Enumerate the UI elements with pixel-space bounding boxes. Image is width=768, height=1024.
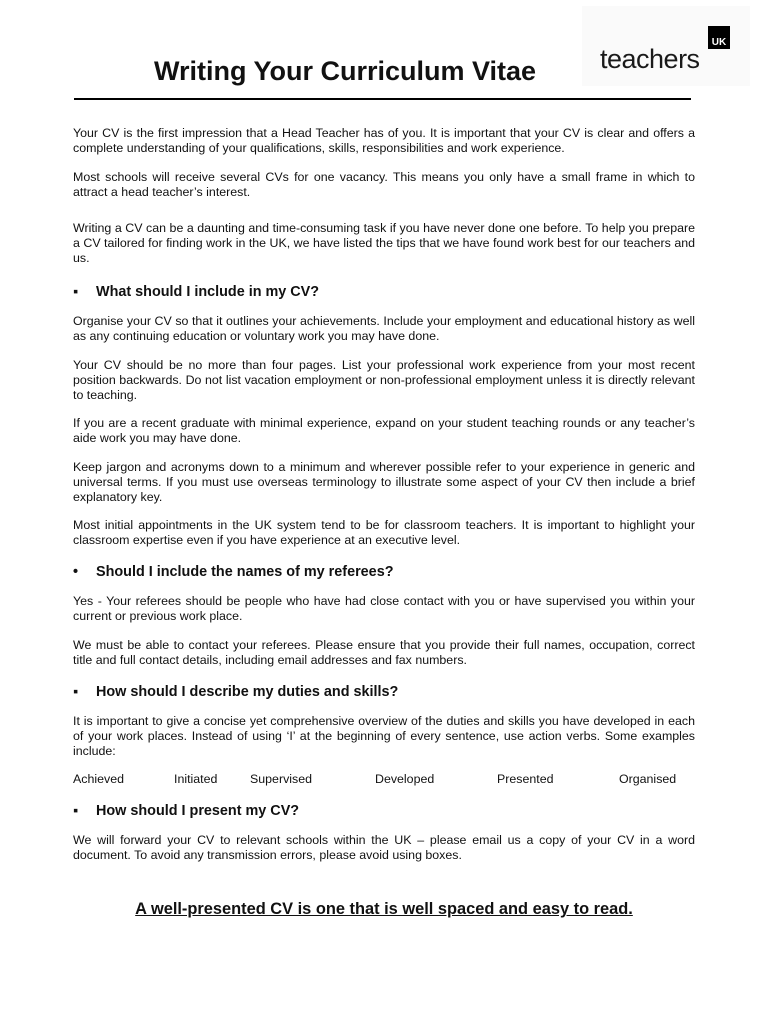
section-1-paragraph-5: Most initial appointments in the UK system tend to be for classroom teachers. It is important to highlight your classroom expertise even if you have experience at an executive level.	[73, 518, 695, 547]
square-bullet-icon: ▪	[73, 684, 79, 700]
round-bullet-icon: •	[73, 564, 79, 580]
section-1-paragraph-4: Keep jargon and acronyms down to a minimum and wherever possible refer to your experience in generic and universal terms. If you must use overseas terminology to illustrate some aspect of your CV then include a brief explanatory key.	[73, 460, 695, 504]
section-1-paragraph-2: Your CV should be no more than four pages. List your professional work experience from your most recent position backwards. Do not list vacation employment or non-professional employment unless it is directly relevant to teaching.	[73, 358, 695, 402]
action-verb: Achieved	[73, 772, 124, 786]
action-verb: Developed	[375, 772, 435, 786]
square-bullet-icon: ▪	[73, 284, 79, 300]
action-verb: Supervised	[250, 772, 312, 786]
action-verb: Initiated	[174, 772, 218, 786]
section-heading-text: What should I include in my CV?	[96, 284, 320, 300]
document-body	[73, 126, 695, 863]
intro-paragraph-3: Writing a CV can be a daunting and time-consuming task if you have never done one before. To help you prepare a CV tailored for finding work in the UK, we have listed the tips that we have found work best for our teachers and us.	[73, 221, 695, 265]
closing-statement: A well-presented CV is one that is well spaced and easy to read.	[135, 900, 633, 918]
action-verb: Organised	[619, 772, 677, 786]
action-verb: Presented	[497, 772, 554, 786]
section-heading-referees	[73, 563, 695, 581]
section-2-paragraph-1: Yes - Your referees should be people who have had close contact with you or have supervised you within your current or previous work place.	[73, 594, 695, 623]
intro-paragraph-1: Your CV is the first impression that a Head Teacher has of you. It is important that your CV is clear and offers a complete understanding of your qualifications, skills, responsibilities and work experience.	[73, 126, 695, 155]
section-heading-text: Should I include the names of my referees?	[96, 564, 394, 580]
section-heading-text: How should I describe my duties and skills?	[96, 684, 399, 700]
section-1-paragraph-1: Organise your CV so that it outlines your achievements. Include your employment and educational history as well as any continuing education or voluntary work you may have done.	[73, 314, 695, 343]
action-verbs-row	[73, 772, 695, 787]
section-3-paragraph-1: It is important to give a concise yet comprehensive overview of the duties and skills you have developed in each of your work places. Instead of using ‘I’ at the beginning of every sentence, use action verbs. Some examples include:	[73, 714, 695, 758]
section-heading-duties	[73, 683, 695, 701]
section-heading-include	[73, 283, 695, 301]
page-title: Writing Your Curriculum Vitae	[153, 56, 537, 86]
section-4-paragraph-1: We will forward your CV to relevant schools within the UK – please email us a copy of your CV in a word document. To avoid any transmission errors, please avoid using boxes.	[73, 833, 695, 862]
section-heading-present	[73, 802, 695, 820]
section-2-paragraph-2: We must be able to contact your referees. Please ensure that you provide their full names, occupation, correct title and full contact details, including email addresses and fax numbers.	[73, 638, 695, 667]
logo-wordmark: teachers	[600, 44, 700, 74]
intro-paragraph-2: Most schools will receive several CVs for one vacancy. This means you only have a small frame in which to attract a head teacher’s interest.	[73, 170, 695, 199]
logo-uk-badge: UK	[708, 26, 730, 49]
section-1-paragraph-3: If you are a recent graduate with minimal experience, expand on your student teaching rounds or any teacher’s aide work you may have done.	[73, 416, 695, 445]
section-heading-text: How should I present my CV?	[96, 803, 300, 819]
title-divider	[74, 98, 691, 100]
square-bullet-icon: ▪	[73, 803, 79, 819]
